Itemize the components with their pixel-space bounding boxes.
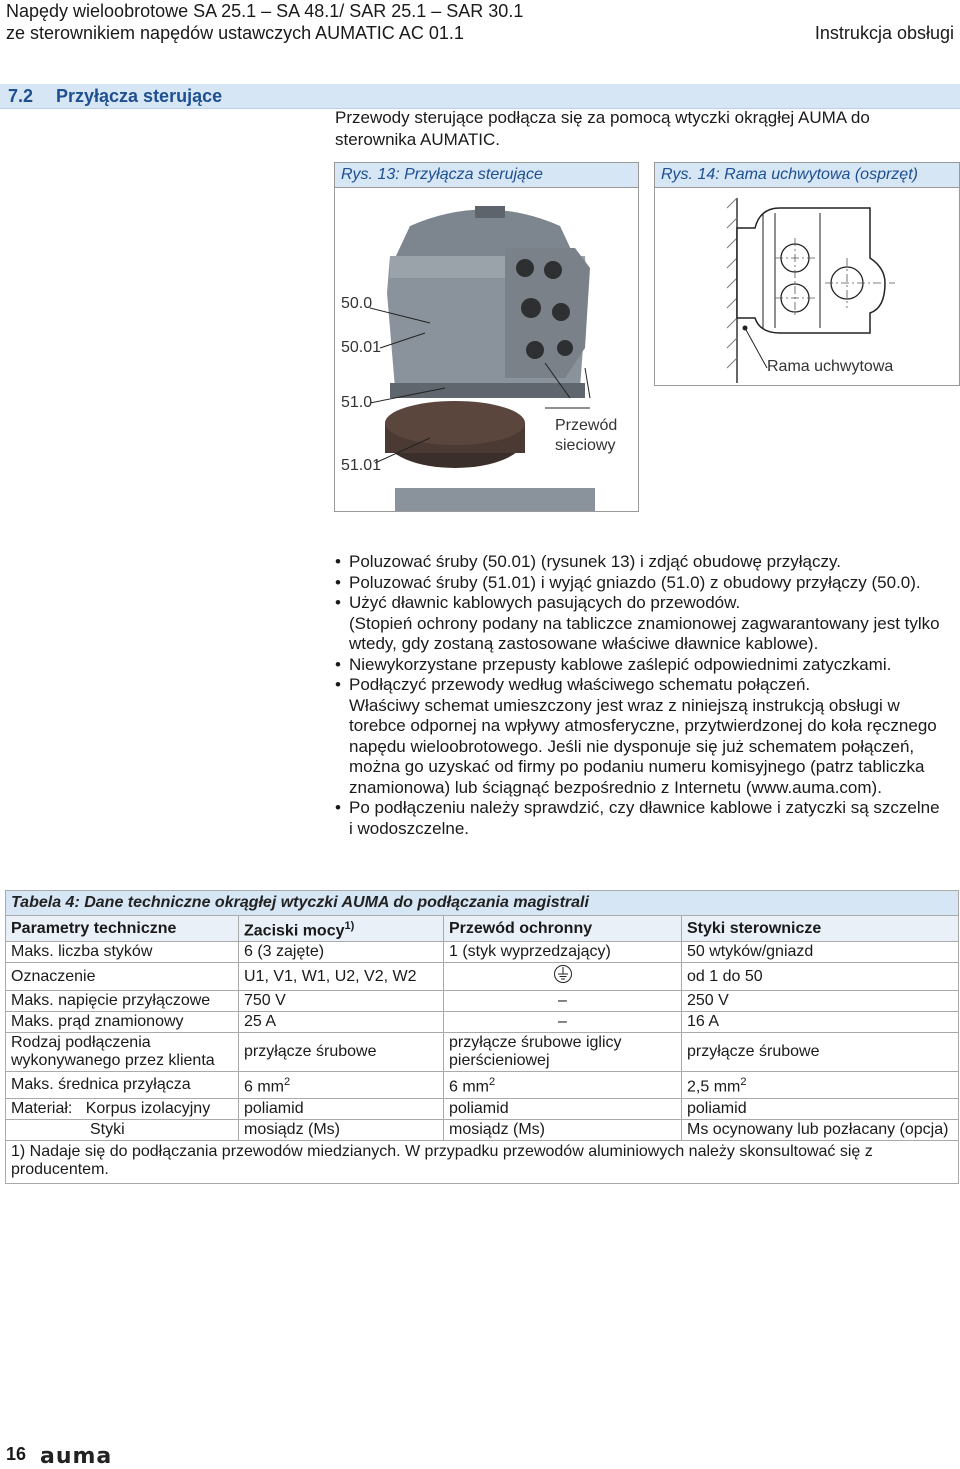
table-row: Maks. liczba styków 6 (3 zajęte) 1 (styk wyprzedzający) 50 wtyków/gniazd xyxy=(6,942,959,963)
page-number: 16 xyxy=(6,1444,27,1464)
table-row: Styki mosiądz (Ms) mosiądz (Ms) Ms ocynowany lub pozłacany (opcja) xyxy=(6,1119,959,1140)
table-row: Materiał: Korpus izolacyjny poliamid poliamid poliamid xyxy=(6,1098,959,1119)
note-schema: Właściwy schemat umieszczony jest wraz z niniejszą instrukcją obsługi w torebce odpornej na wpływy atmosferyczne, przytwierdzonej do koła ręcznego napędu wieloobrotowego. Jeśli nie dysponuje się już schematem połączeń, można go uzyskać od firmy po podaniu numeru komisyjnego (patrz tabliczka znamionowa) lub ściągnąć bezpośrednio z Internetu (www.auma.com). xyxy=(349,695,937,797)
list-item: • Po podłączeniu należy sprawdzić, czy dławnice kablowe i zatyczki są szczelne i wodoszczelne. xyxy=(335,798,940,838)
label-power-cable-2: sieciowy xyxy=(555,437,616,454)
list-item: • Poluzować śruby (50.01) (rysunek 13) i zdjąć obudowę przyłączy. xyxy=(335,552,841,571)
label-mounting-frame: Rama uchwytowa xyxy=(767,358,894,375)
label-50-0: 50.0 xyxy=(341,295,373,312)
label-power-cable-1: Przewód xyxy=(555,417,618,434)
col-header-protective: Przewód ochronny xyxy=(444,916,682,942)
bullet-icon: • xyxy=(335,654,341,674)
table-row: Oznaczenie U1, V1, W1, U2, V2, W2 od 1 do 50 xyxy=(6,963,959,991)
figure-14 xyxy=(654,162,960,386)
table-row: Maks. prąd znamionowy 25 A – 16 A xyxy=(6,1012,959,1033)
col-header-control: Styki sterownicze xyxy=(682,916,959,942)
tech-data-table xyxy=(5,890,959,1184)
label-51-0: 51.0 xyxy=(341,394,373,411)
label-50-01: 50.01 xyxy=(341,339,382,356)
list-item: • Poluzować śruby (51.01) i wyjąć gniazdo (51.0) z obudowy przyłączy (50.0). xyxy=(335,572,921,592)
header-right-title: Instrukcja obsługi xyxy=(814,23,954,43)
header-line-2: ze sterownikiem napędów ustawczych AUMATIC AC 01.1 xyxy=(6,23,464,43)
table-footnote: 1) Nadaje się do podłączania przewodów miedzianych. W przypadku przewodów aluminiowych należy skonsultować się z producentem. xyxy=(6,1140,959,1183)
auma-logo: auma xyxy=(40,1444,113,1469)
instruction-list xyxy=(335,552,945,839)
note-gland: (Stopień ochrony podany na tabliczce znamionowej zagwarantowany jest tylko wtedy, gdy zostaną zastosowane właściwe dławnice kablowe). xyxy=(349,613,940,653)
table-row: Maks. napięcie przyłączowe 750 V – 250 V xyxy=(6,991,959,1012)
header-line-1: Napędy wieloobrotowe SA 25.1 – SA 48.1/ SAR 25.1 – SAR 30.1 xyxy=(6,1,524,21)
col-header-parameters: Parametry techniczne xyxy=(6,916,239,942)
bullet-icon: • xyxy=(335,552,341,571)
section-title: Przyłącza sterujące xyxy=(56,86,223,106)
table-caption: Tabela 4: Dane techniczne okrągłej wtyczki AUMA do podłączania magistrali xyxy=(6,891,959,916)
bullet-icon: • xyxy=(335,593,341,612)
figure-13 xyxy=(334,162,639,512)
section-number: 7.2 xyxy=(8,86,34,106)
label-51-01: 51.01 xyxy=(341,457,382,474)
ground-symbol-icon xyxy=(553,964,573,984)
figure-13-caption: Rys. 13: Przyłącza sterujące xyxy=(335,163,638,188)
table-row: Maks. średnica przyłącza 6 $mm^2$ 6 $mm^2$ 2,5 $mm^2$ xyxy=(6,1072,959,1098)
section-intro: Przewody sterujące podłącza się za pomocą wtyczki okrągłej AUMA do sterownika AUMATIC. xyxy=(335,108,870,149)
table-row: Rodzaj podłączenia wykonywanego przez klienta przyłącze śrubowe przyłącze śrubowe iglicy pierścieniowej przyłącze śrubowe xyxy=(6,1033,959,1072)
bullet-icon: • xyxy=(335,798,341,817)
figure-14-caption: Rys. 14: Rama uchwytowa (osprzęt) xyxy=(655,163,959,188)
bullet-icon: • xyxy=(335,675,341,694)
mounting-frame-drawing xyxy=(655,188,959,385)
list-item: • Niewykorzystane przepusty kablowe zaślepić odpowiednimi zatyczkami. xyxy=(335,654,892,674)
list-item: • Użyć dławnic kablowych pasujących do przewodów. xyxy=(335,593,741,612)
bullet-icon: • xyxy=(335,572,341,592)
list-item: • Podłączyć przewody według właściwego schematu połączeń. xyxy=(335,675,811,694)
col-header-power: Zaciski mocy$^{1)}$ xyxy=(239,916,444,942)
